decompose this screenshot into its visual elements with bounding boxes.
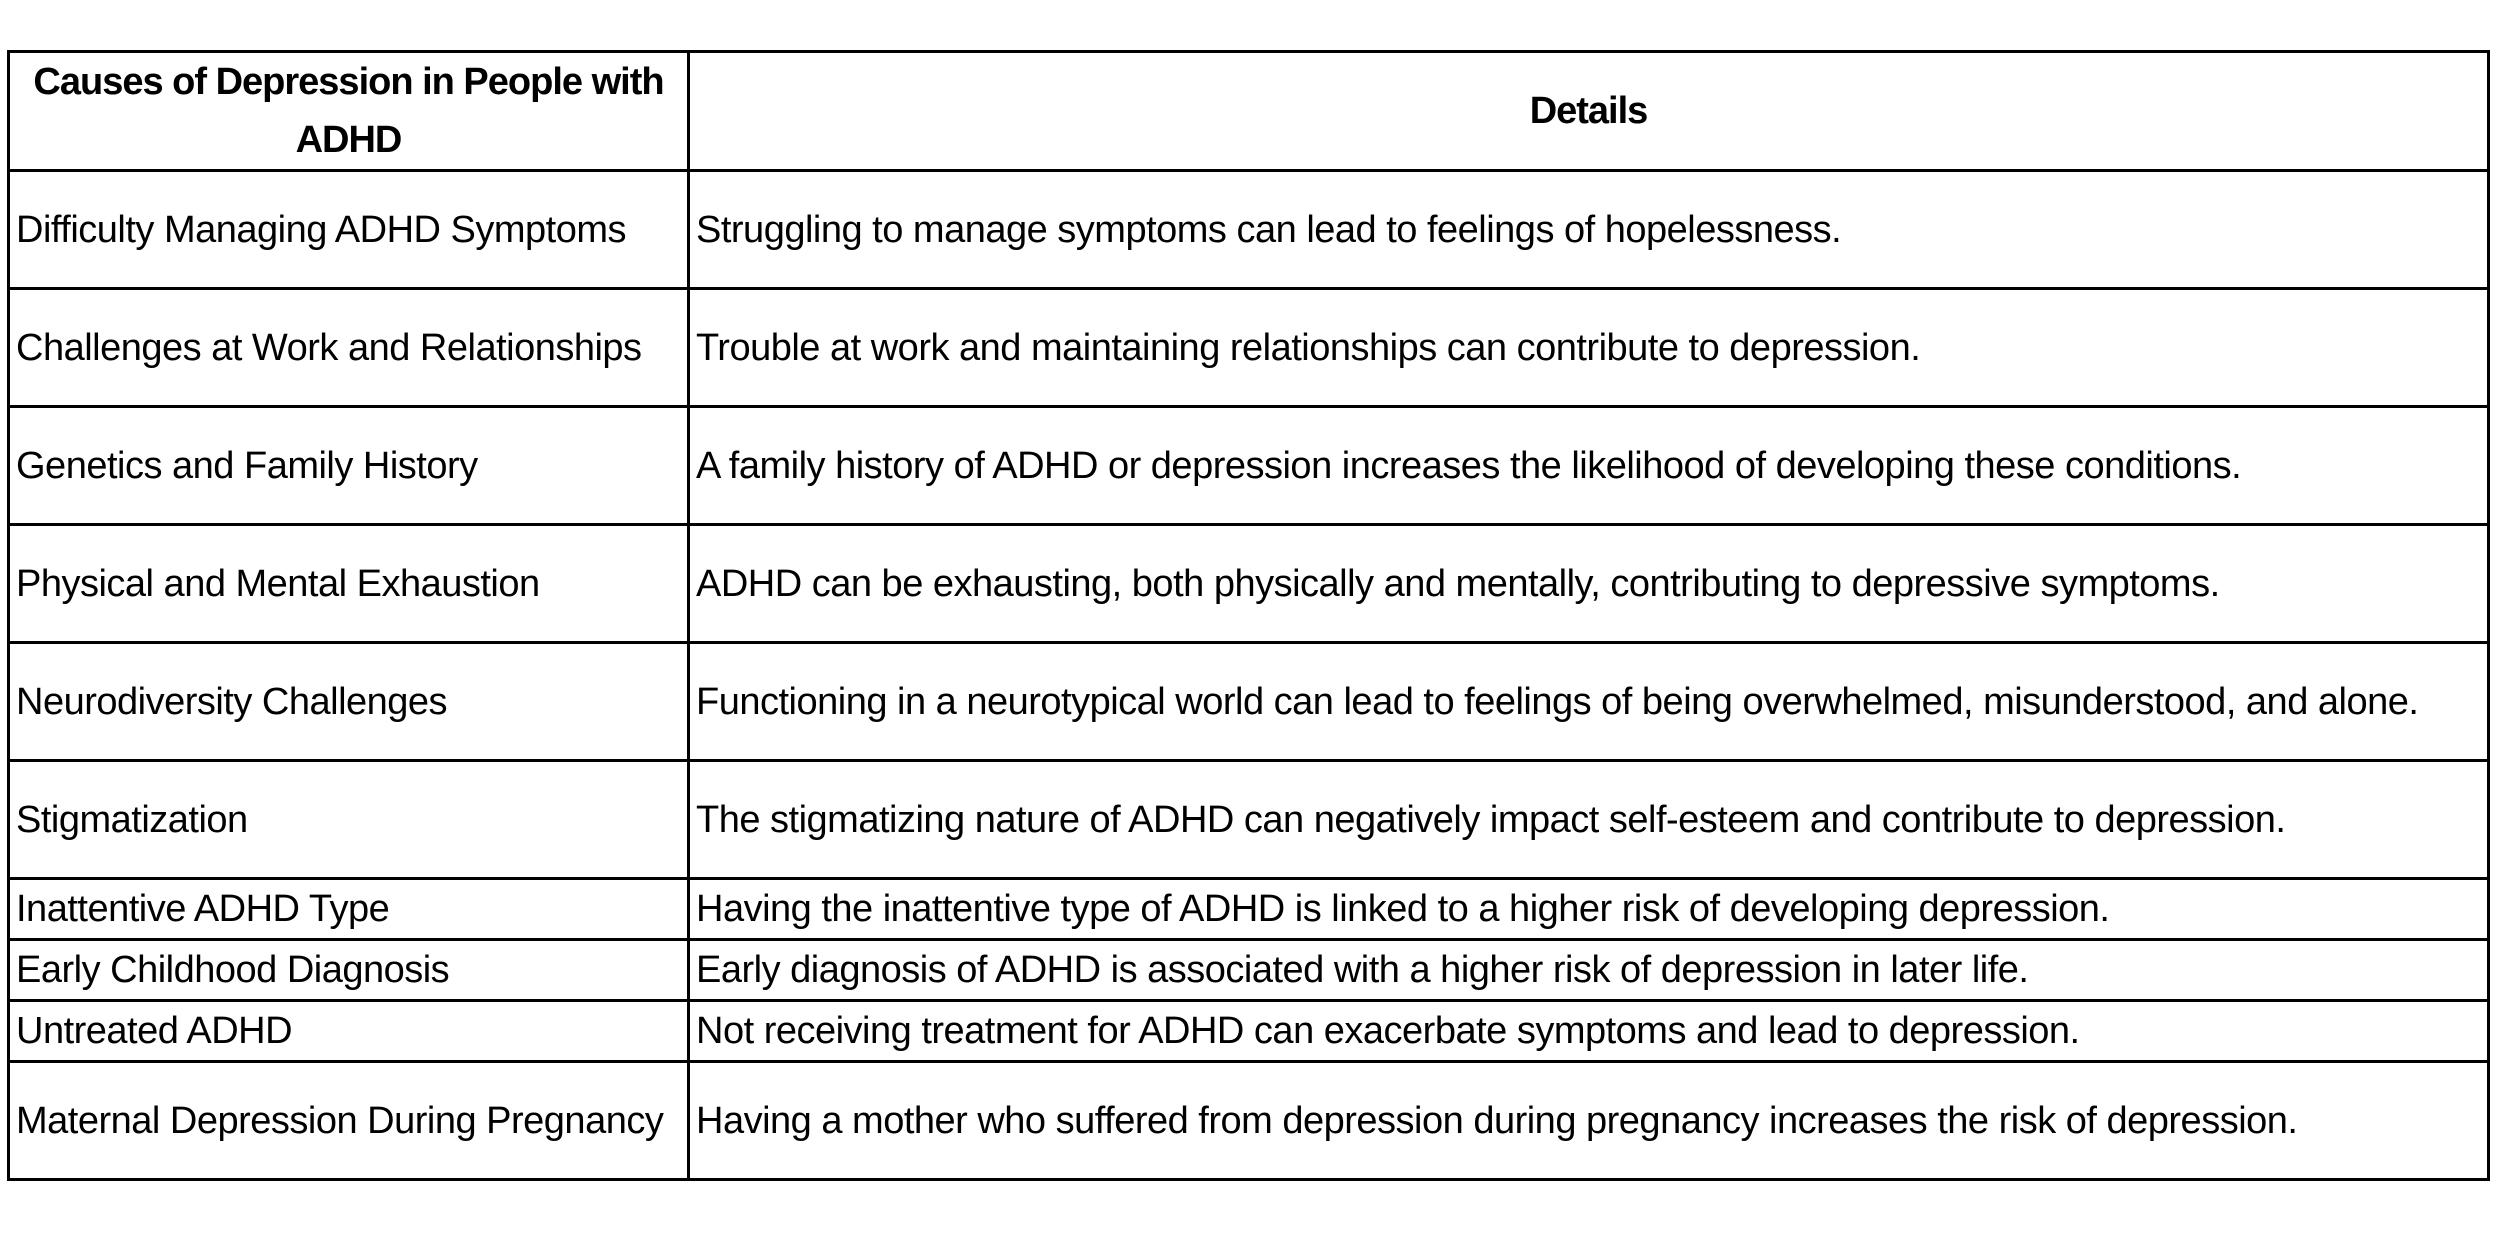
header-cause: Causes of Depression in People with ADHD bbox=[9, 52, 689, 171]
table-row bbox=[9, 289, 2489, 407]
details-cell: Having the inattentive type of ADHD is linked to a higher risk of developing depression. bbox=[689, 879, 2489, 940]
details-cell: Struggling to manage symptoms can lead to feelings of hopelessness. bbox=[689, 171, 2489, 289]
cause-cell: Physical and Mental Exhaustion bbox=[9, 525, 689, 643]
cause-cell: Challenges at Work and Relationships bbox=[9, 289, 689, 407]
table-row bbox=[9, 940, 2489, 1001]
details-cell: Having a mother who suffered from depression during pregnancy increases the risk of depression. bbox=[689, 1062, 2489, 1180]
details-cell: Trouble at work and maintaining relationships can contribute to depression. bbox=[689, 289, 2489, 407]
table-row bbox=[9, 761, 2489, 879]
details-cell: ADHD can be exhausting, both physically and mentally, contributing to depressive symptoms. bbox=[689, 525, 2489, 643]
table-row bbox=[9, 643, 2489, 761]
details-cell: A family history of ADHD or depression increases the likelihood of developing these conditions. bbox=[689, 407, 2489, 525]
details-cell: Early diagnosis of ADHD is associated with a higher risk of depression in later life. bbox=[689, 940, 2489, 1001]
cause-cell: Early Childhood Diagnosis bbox=[9, 940, 689, 1001]
table-row bbox=[9, 1062, 2489, 1180]
cause-cell: Untreated ADHD bbox=[9, 1001, 689, 1062]
details-cell: Functioning in a neurotypical world can lead to feelings of being overwhelmed, misunderstood, and alone. bbox=[689, 643, 2489, 761]
table-row bbox=[9, 525, 2489, 643]
cause-cell: Neurodiversity Challenges bbox=[9, 643, 689, 761]
cause-cell: Difficulty Managing ADHD Symptoms bbox=[9, 171, 689, 289]
table-row bbox=[9, 1001, 2489, 1062]
cause-cell: Genetics and Family History bbox=[9, 407, 689, 525]
cause-cell: Stigmatization bbox=[9, 761, 689, 879]
table-row bbox=[9, 171, 2489, 289]
causes-table bbox=[7, 50, 2490, 1181]
cause-cell: Inattentive ADHD Type bbox=[9, 879, 689, 940]
table-row bbox=[9, 407, 2489, 525]
cause-cell: Maternal Depression During Pregnancy bbox=[9, 1062, 689, 1180]
table-row bbox=[9, 879, 2489, 940]
details-cell: The stigmatizing nature of ADHD can negatively impact self-esteem and contribute to depression. bbox=[689, 761, 2489, 879]
details-cell: Not receiving treatment for ADHD can exacerbate symptoms and lead to depression. bbox=[689, 1001, 2489, 1062]
header-details: Details bbox=[689, 52, 2489, 171]
table-header-row bbox=[9, 52, 2489, 171]
